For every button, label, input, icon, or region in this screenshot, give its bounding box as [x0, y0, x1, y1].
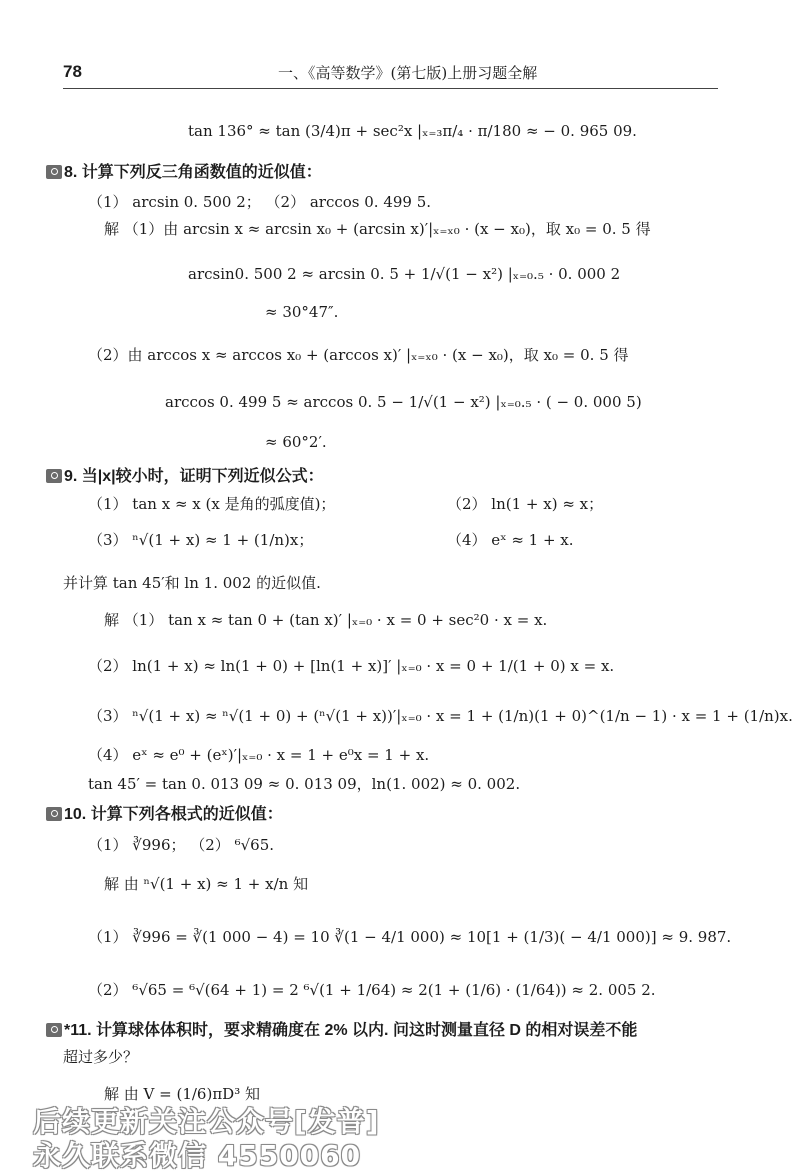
solution-9-3: （3） ⁿ√(1 + x) ≈ ⁿ√(1 + 0) + (ⁿ√(1 + x))′|ₓ₌₀ · x = 1 + (1/n)(1 + 0)^(1/n − 1) · x = 1 + (1/n)x. [88, 707, 793, 725]
problem-9-part-4: （4） eˣ ≈ 1 + x. [447, 531, 574, 549]
running-title: 一、《高等数学》(第七版)上册习题全解 [278, 64, 538, 82]
solution-8-2-result: ≈ 60°2′. [265, 433, 327, 451]
tan-136-approximation: tan 136° ≈ tan (3/4)π + sec²x |ₓ₌₃π/₄ · π/180 ≈ − 0. 965 09. [188, 122, 637, 140]
watermark-line-1: 后续更新关注公众号[发普] [33, 1105, 380, 1138]
solution-8-1-formula: arcsin0. 500 2 ≈ arcsin 0. 5 + 1/√(1 − x²) |ₓ₌₀.₅ · 0. 000 2 [188, 265, 621, 283]
magnifier-icon [46, 1023, 62, 1037]
solution-8-2-intro: （2）由 arccos x ≈ arccos x₀ + (arccos x)′ |ₓ₌ₓ₀ · (x − x₀)，取 x₀ = 0. 5 得 [88, 346, 629, 364]
solution-9-4: （4） eˣ ≈ e⁰ + (eˣ)′|ₓ₌₀ · x = 1 + e⁰x = 1 + x. [88, 746, 430, 764]
problem-11-heading [46, 1020, 637, 1041]
page-number: 78 [63, 62, 82, 81]
problem-8-heading [46, 162, 322, 183]
magnifier-icon [46, 469, 62, 483]
solution-8-1-result: ≈ 30°47″. [265, 303, 339, 321]
solution-10-1: （1） ∛996 = ∛(1 000 − 4) = 10 ∛(1 − 4/1 000) ≈ 10[1 + (1/3)( − 4/1 000)] ≈ 9. 987. [88, 928, 732, 946]
solution-10-2: （2） ⁶√65 = ⁶√(64 + 1) = 2 ⁶√(1 + 1/64) ≈ 2(1 + (1/6) · (1/64)) ≈ 2. 005 2. [88, 981, 656, 999]
problem-8-text: 8. 计算下列反三角函数值的近似值： [64, 164, 322, 181]
problem-9-task: 并计算 tan 45′和 ln 1. 002 的近似值. [63, 574, 321, 592]
problem-8-parts: （1） arcsin 0. 500 2； （2） arccos 0. 499 5. [88, 193, 432, 211]
problem-9-heading [46, 466, 324, 487]
watermark-line-2: 永久联系微信 4550060 [33, 1139, 362, 1172]
magnifier-icon [46, 807, 62, 821]
solution-9-1: 解 （1） tan x ≈ tan 0 + (tan x)′ |ₓ₌₀ · x = 0 + sec²0 · x = x. [104, 611, 548, 629]
problem-10-heading [46, 804, 283, 825]
problem-11-continued: 超过多少？ [63, 1048, 139, 1066]
solution-9-values: tan 45′ = tan 0. 013 09 ≈ 0. 013 09，ln(1. 002) ≈ 0. 002. [88, 775, 521, 793]
problem-10-parts: （1） ∛996； （2） ⁶√65. [88, 836, 275, 854]
magnifier-icon [46, 165, 62, 179]
problem-9-part-1: （1） tan x ≈ x (x 是角的弧度值)； [88, 495, 336, 513]
solution-11-intro: 解 由 V = (1/6)πD³ 知 [104, 1085, 260, 1103]
problem-11-text: *11. 计算球体体积时，要求精确度在 2% 以内. 问这时测量直径 D 的相对误差不能 [64, 1022, 638, 1039]
problem-9-part-2: （2） ln(1 + x) ≈ x； [447, 495, 604, 513]
solution-8-1-intro: 解 （1）由 arcsin x ≈ arcsin x₀ + (arcsin x)′|ₓ₌ₓ₀ · (x − x₀)，取 x₀ = 0. 5 得 [104, 220, 651, 238]
solution-10-intro: 解 由 ⁿ√(1 + x) ≈ 1 + x/n 知 [104, 875, 309, 893]
solution-8-2-formula: arccos 0. 499 5 ≈ arccos 0. 5 − 1/√(1 − x²) |ₓ₌₀.₅ · ( − 0. 000 5) [165, 393, 642, 411]
problem-9-text: 9. 当|x|较小时，证明下列近似公式： [64, 468, 324, 485]
solution-9-2: （2） ln(1 + x) ≈ ln(1 + 0) + [ln(1 + x)]′ |ₓ₌₀ · x = 0 + 1/(1 + 0) x = x. [88, 657, 615, 675]
problem-9-part-3: （3） ⁿ√(1 + x) ≈ 1 + (1/n)x； [88, 531, 314, 549]
header-rule [63, 88, 718, 89]
problem-10-text: 10. 计算下列各根式的近似值： [64, 806, 283, 823]
